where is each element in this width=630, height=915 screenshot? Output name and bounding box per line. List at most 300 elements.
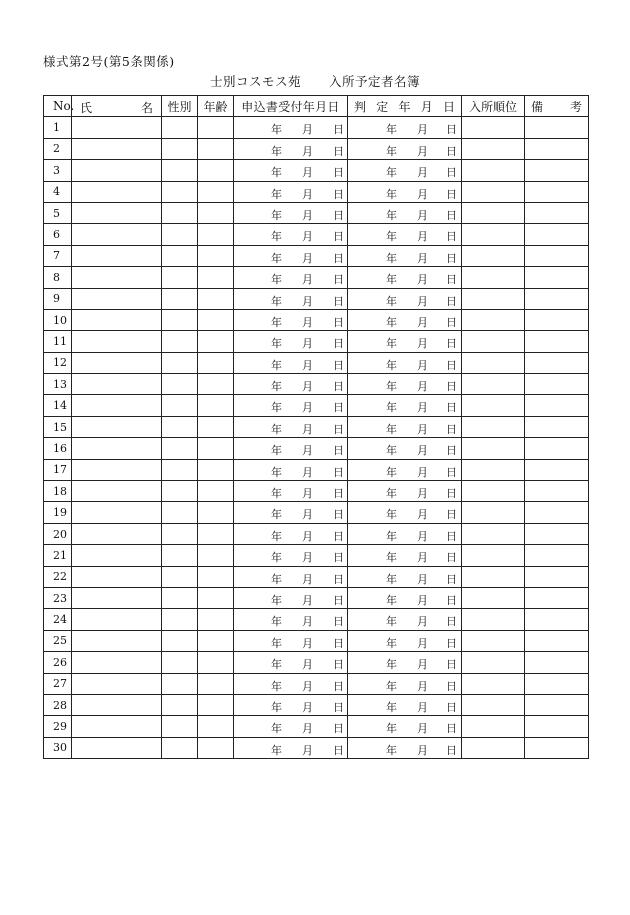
sex-cell[interactable] xyxy=(162,438,198,459)
judgement-date-cell[interactable] xyxy=(348,331,462,352)
admission-order-cell[interactable] xyxy=(462,395,525,416)
admission-order-cell[interactable] xyxy=(462,202,525,223)
admission-order-cell[interactable] xyxy=(462,459,525,480)
application-date-cell[interactable] xyxy=(234,117,348,138)
judgement-date-cell[interactable] xyxy=(348,609,462,630)
judgement-date-cell[interactable] xyxy=(348,545,462,566)
date-year-label: 年 xyxy=(386,508,397,522)
sex-cell[interactable] xyxy=(162,587,198,608)
remarks-cell[interactable] xyxy=(525,374,589,395)
judgement-date-cell[interactable] xyxy=(348,181,462,202)
sex-cell[interactable] xyxy=(162,416,198,437)
date-year-label: 年 xyxy=(271,700,282,714)
application-date-cell[interactable] xyxy=(234,416,348,437)
application-date-cell[interactable] xyxy=(234,716,348,737)
age-cell[interactable] xyxy=(198,737,234,758)
remarks-cell[interactable] xyxy=(525,438,589,459)
age-cell[interactable] xyxy=(198,224,234,245)
date-day-label: 日 xyxy=(333,358,344,372)
sex-cell[interactable] xyxy=(162,694,198,715)
table-row xyxy=(44,566,589,587)
application-date-cell[interactable] xyxy=(234,481,348,502)
remarks-cell[interactable] xyxy=(525,502,589,523)
date-month-label: 月 xyxy=(417,337,428,351)
date-month-label: 月 xyxy=(417,658,428,672)
age-cell[interactable] xyxy=(198,138,234,159)
date-year-label: 年 xyxy=(271,230,282,244)
row-number: 30 xyxy=(44,737,72,758)
date-month-label: 月 xyxy=(417,508,428,522)
date-month-label: 月 xyxy=(417,422,428,436)
admission-order-cell[interactable] xyxy=(462,737,525,758)
admission-order-cell[interactable] xyxy=(462,438,525,459)
date-month-label: 月 xyxy=(417,166,428,180)
application-date-cell[interactable] xyxy=(234,673,348,694)
judgement-date-cell[interactable] xyxy=(348,245,462,266)
name-cell[interactable] xyxy=(72,716,162,737)
date-year-label: 年 xyxy=(386,401,397,415)
date-month-label: 月 xyxy=(417,230,428,244)
application-date-cell[interactable] xyxy=(234,459,348,480)
row-number: 14 xyxy=(44,395,72,416)
judgement-date-cell[interactable] xyxy=(348,138,462,159)
sex-cell[interactable] xyxy=(162,245,198,266)
age-cell[interactable] xyxy=(198,309,234,330)
date-month-label: 月 xyxy=(302,358,313,372)
remarks-cell[interactable] xyxy=(525,160,589,181)
age-cell[interactable] xyxy=(198,716,234,737)
remarks-cell[interactable] xyxy=(525,694,589,715)
table-row xyxy=(44,416,589,437)
date-month-label: 月 xyxy=(302,722,313,736)
remarks-cell[interactable] xyxy=(525,181,589,202)
name-cell[interactable] xyxy=(72,737,162,758)
judgement-date-cell[interactable] xyxy=(348,716,462,737)
date-year-label: 年 xyxy=(386,444,397,458)
remarks-cell[interactable] xyxy=(525,117,589,138)
judgement-date-cell[interactable] xyxy=(348,117,462,138)
table-row xyxy=(44,309,589,330)
admission-order-cell[interactable] xyxy=(462,331,525,352)
name-cell[interactable] xyxy=(72,566,162,587)
row-number: 29 xyxy=(44,716,72,737)
sex-cell[interactable] xyxy=(162,224,198,245)
judgement-date-cell[interactable] xyxy=(348,267,462,288)
judgement-date-cell[interactable] xyxy=(348,523,462,544)
age-cell[interactable] xyxy=(198,117,234,138)
date-month-label: 月 xyxy=(302,144,313,158)
age-cell[interactable] xyxy=(198,459,234,480)
age-cell[interactable] xyxy=(198,352,234,373)
age-cell[interactable] xyxy=(198,481,234,502)
name-cell[interactable] xyxy=(72,117,162,138)
remarks-cell[interactable] xyxy=(525,267,589,288)
remarks-cell[interactable] xyxy=(525,587,589,608)
name-cell[interactable] xyxy=(72,309,162,330)
remarks-cell[interactable] xyxy=(525,138,589,159)
row-number: 15 xyxy=(44,416,72,437)
date-month-label: 月 xyxy=(302,166,313,180)
judgement-date-cell[interactable] xyxy=(348,566,462,587)
row-number: 26 xyxy=(44,652,72,673)
age-cell[interactable] xyxy=(198,202,234,223)
admission-order-cell[interactable] xyxy=(462,181,525,202)
remarks-cell[interactable] xyxy=(525,737,589,758)
age-cell[interactable] xyxy=(198,545,234,566)
judgement-date-cell[interactable] xyxy=(348,481,462,502)
name-cell[interactable] xyxy=(72,352,162,373)
date-month-label: 月 xyxy=(417,593,428,607)
application-date-cell[interactable] xyxy=(234,566,348,587)
date-month-label: 月 xyxy=(417,444,428,458)
age-cell[interactable] xyxy=(198,438,234,459)
judgement-date-cell[interactable] xyxy=(348,673,462,694)
judgement-date-cell[interactable] xyxy=(348,374,462,395)
name-cell[interactable] xyxy=(72,587,162,608)
date-year-label: 年 xyxy=(386,166,397,180)
remarks-cell[interactable] xyxy=(525,202,589,223)
name-cell[interactable] xyxy=(72,438,162,459)
date-month-label: 月 xyxy=(417,572,428,586)
judgement-date-cell[interactable] xyxy=(348,288,462,309)
date-year-label: 年 xyxy=(386,123,397,137)
sex-cell[interactable] xyxy=(162,459,198,480)
table-row xyxy=(44,502,589,523)
date-year-label: 年 xyxy=(271,358,282,372)
admission-register-table xyxy=(43,95,589,759)
header-judgement-day: 日 xyxy=(442,99,455,114)
remarks-cell[interactable] xyxy=(525,416,589,437)
application-date-cell[interactable] xyxy=(234,630,348,651)
age-cell[interactable] xyxy=(198,267,234,288)
name-cell[interactable] xyxy=(72,267,162,288)
header-remarks-b: 考 xyxy=(569,99,582,114)
admission-order-cell[interactable] xyxy=(462,138,525,159)
judgement-date-cell[interactable] xyxy=(348,224,462,245)
judgement-date-cell[interactable] xyxy=(348,652,462,673)
admission-order-cell[interactable] xyxy=(462,694,525,715)
name-cell[interactable] xyxy=(72,673,162,694)
date-day-label: 日 xyxy=(446,251,457,265)
table-row xyxy=(44,481,589,502)
sex-cell[interactable] xyxy=(162,138,198,159)
judgement-date-cell[interactable] xyxy=(348,352,462,373)
judgement-date-cell[interactable] xyxy=(348,694,462,715)
admission-order-cell[interactable] xyxy=(462,374,525,395)
name-cell[interactable] xyxy=(72,416,162,437)
date-year-label: 年 xyxy=(386,700,397,714)
title-facility: 士別コスモス苑 xyxy=(209,74,301,89)
admission-order-cell[interactable] xyxy=(462,117,525,138)
table-row xyxy=(44,587,589,608)
application-date-cell[interactable] xyxy=(234,395,348,416)
admission-order-cell[interactable] xyxy=(462,481,525,502)
application-date-cell[interactable] xyxy=(234,374,348,395)
name-cell[interactable] xyxy=(72,395,162,416)
date-day-label: 日 xyxy=(333,700,344,714)
date-month-label: 月 xyxy=(302,187,313,201)
remarks-cell[interactable] xyxy=(525,545,589,566)
remarks-cell[interactable] xyxy=(525,523,589,544)
age-cell[interactable] xyxy=(198,416,234,437)
header-judgement xyxy=(348,96,462,117)
admission-order-cell[interactable] xyxy=(462,566,525,587)
sex-cell[interactable] xyxy=(162,716,198,737)
age-cell[interactable] xyxy=(198,502,234,523)
date-month-label: 月 xyxy=(417,294,428,308)
application-date-cell[interactable] xyxy=(234,224,348,245)
date-day-label: 日 xyxy=(446,679,457,693)
admission-order-cell[interactable] xyxy=(462,523,525,544)
application-date-cell[interactable] xyxy=(234,609,348,630)
date-day-label: 日 xyxy=(446,208,457,222)
age-cell[interactable] xyxy=(198,374,234,395)
admission-order-cell[interactable] xyxy=(462,545,525,566)
sex-cell[interactable] xyxy=(162,673,198,694)
admission-order-cell[interactable] xyxy=(462,587,525,608)
age-cell[interactable] xyxy=(198,245,234,266)
remarks-cell[interactable] xyxy=(525,609,589,630)
name-cell[interactable] xyxy=(72,224,162,245)
remarks-cell[interactable] xyxy=(525,331,589,352)
name-cell[interactable] xyxy=(72,694,162,715)
name-cell[interactable] xyxy=(72,481,162,502)
name-cell[interactable] xyxy=(72,652,162,673)
remarks-cell[interactable] xyxy=(525,673,589,694)
sex-cell[interactable] xyxy=(162,374,198,395)
judgement-date-cell[interactable] xyxy=(348,202,462,223)
table-row xyxy=(44,352,589,373)
admission-order-cell[interactable] xyxy=(462,267,525,288)
application-date-cell[interactable] xyxy=(234,160,348,181)
sex-cell[interactable] xyxy=(162,566,198,587)
date-year-label: 年 xyxy=(271,337,282,351)
date-year-label: 年 xyxy=(386,380,397,394)
name-cell[interactable] xyxy=(72,459,162,480)
sex-cell[interactable] xyxy=(162,545,198,566)
date-month-label: 月 xyxy=(302,487,313,501)
sex-cell[interactable] xyxy=(162,117,198,138)
name-cell[interactable] xyxy=(72,331,162,352)
name-cell[interactable] xyxy=(72,160,162,181)
date-day-label: 日 xyxy=(333,144,344,158)
table-row xyxy=(44,267,589,288)
row-number: 7 xyxy=(44,245,72,266)
sex-cell[interactable] xyxy=(162,352,198,373)
sex-cell[interactable] xyxy=(162,630,198,651)
remarks-cell[interactable] xyxy=(525,566,589,587)
date-month-label: 月 xyxy=(417,315,428,329)
remarks-cell[interactable] xyxy=(525,652,589,673)
date-year-label: 年 xyxy=(386,144,397,158)
admission-order-cell[interactable] xyxy=(462,630,525,651)
application-date-cell[interactable] xyxy=(234,352,348,373)
remarks-cell[interactable] xyxy=(525,288,589,309)
age-cell[interactable] xyxy=(198,609,234,630)
age-cell[interactable] xyxy=(198,694,234,715)
date-year-label: 年 xyxy=(386,658,397,672)
admission-order-cell[interactable] xyxy=(462,609,525,630)
sex-cell[interactable] xyxy=(162,502,198,523)
remarks-cell[interactable] xyxy=(525,224,589,245)
age-cell[interactable] xyxy=(198,160,234,181)
admission-order-cell[interactable] xyxy=(462,673,525,694)
admission-order-cell[interactable] xyxy=(462,716,525,737)
date-year-label: 年 xyxy=(271,487,282,501)
row-number: 10 xyxy=(44,309,72,330)
table-row xyxy=(44,716,589,737)
remarks-cell[interactable] xyxy=(525,716,589,737)
date-month-label: 月 xyxy=(302,636,313,650)
application-date-cell[interactable] xyxy=(234,652,348,673)
age-cell[interactable] xyxy=(198,523,234,544)
age-cell[interactable] xyxy=(198,566,234,587)
application-date-cell[interactable] xyxy=(234,309,348,330)
name-cell[interactable] xyxy=(72,138,162,159)
table-row xyxy=(44,117,589,138)
application-date-cell[interactable] xyxy=(234,694,348,715)
judgement-date-cell[interactable] xyxy=(348,438,462,459)
sex-cell[interactable] xyxy=(162,395,198,416)
application-date-cell[interactable] xyxy=(234,545,348,566)
date-month-label: 月 xyxy=(417,380,428,394)
admission-order-cell[interactable] xyxy=(462,652,525,673)
application-date-cell[interactable] xyxy=(234,138,348,159)
admission-order-cell[interactable] xyxy=(462,245,525,266)
name-cell[interactable] xyxy=(72,374,162,395)
name-cell[interactable] xyxy=(72,609,162,630)
date-day-label: 日 xyxy=(446,508,457,522)
date-month-label: 月 xyxy=(302,315,313,329)
judgement-date-cell[interactable] xyxy=(348,309,462,330)
name-cell[interactable] xyxy=(72,523,162,544)
age-cell[interactable] xyxy=(198,587,234,608)
name-cell[interactable] xyxy=(72,502,162,523)
sex-cell[interactable] xyxy=(162,160,198,181)
table-row xyxy=(44,202,589,223)
judgement-date-cell[interactable] xyxy=(348,502,462,523)
application-date-cell[interactable] xyxy=(234,523,348,544)
date-day-label: 日 xyxy=(446,401,457,415)
age-cell[interactable] xyxy=(198,288,234,309)
date-day-label: 日 xyxy=(333,551,344,565)
judgement-date-cell[interactable] xyxy=(348,459,462,480)
application-date-cell[interactable] xyxy=(234,202,348,223)
sex-cell[interactable] xyxy=(162,288,198,309)
name-cell[interactable] xyxy=(72,288,162,309)
row-number: 23 xyxy=(44,587,72,608)
table-row xyxy=(44,694,589,715)
name-cell[interactable] xyxy=(72,245,162,266)
admission-order-cell[interactable] xyxy=(462,416,525,437)
application-date-cell[interactable] xyxy=(234,181,348,202)
date-year-label: 年 xyxy=(271,315,282,329)
application-date-cell[interactable] xyxy=(234,587,348,608)
admission-order-cell[interactable] xyxy=(462,309,525,330)
age-cell[interactable] xyxy=(198,331,234,352)
age-cell[interactable] xyxy=(198,652,234,673)
date-month-label: 月 xyxy=(417,529,428,543)
application-date-cell[interactable] xyxy=(234,288,348,309)
application-date-cell[interactable] xyxy=(234,438,348,459)
remarks-cell[interactable] xyxy=(525,245,589,266)
judgement-date-cell[interactable] xyxy=(348,737,462,758)
judgement-date-cell[interactable] xyxy=(348,160,462,181)
sex-cell[interactable] xyxy=(162,523,198,544)
date-year-label: 年 xyxy=(271,251,282,265)
sex-cell[interactable] xyxy=(162,181,198,202)
age-cell[interactable] xyxy=(198,673,234,694)
header-age: 年齢 xyxy=(198,96,234,117)
remarks-cell[interactable] xyxy=(525,395,589,416)
application-date-cell[interactable] xyxy=(234,331,348,352)
application-date-cell[interactable] xyxy=(234,502,348,523)
date-day-label: 日 xyxy=(446,187,457,201)
date-year-label: 年 xyxy=(271,187,282,201)
row-number: 3 xyxy=(44,160,72,181)
judgement-date-cell[interactable] xyxy=(348,630,462,651)
sex-cell[interactable] xyxy=(162,652,198,673)
sex-cell[interactable] xyxy=(162,331,198,352)
header-application-date: 申込書受付年月日 xyxy=(234,96,348,117)
admission-order-cell[interactable] xyxy=(462,160,525,181)
name-cell[interactable] xyxy=(72,202,162,223)
remarks-cell[interactable] xyxy=(525,630,589,651)
date-month-label: 月 xyxy=(417,358,428,372)
admission-order-cell[interactable] xyxy=(462,502,525,523)
name-cell[interactable] xyxy=(72,630,162,651)
judgement-date-cell[interactable] xyxy=(348,416,462,437)
date-day-label: 日 xyxy=(333,166,344,180)
date-year-label: 年 xyxy=(386,208,397,222)
sex-cell[interactable] xyxy=(162,202,198,223)
date-month-label: 月 xyxy=(417,123,428,137)
sex-cell[interactable] xyxy=(162,267,198,288)
date-month-label: 月 xyxy=(417,187,428,201)
date-month-label: 月 xyxy=(417,487,428,501)
judgement-date-cell[interactable] xyxy=(348,587,462,608)
application-date-cell[interactable] xyxy=(234,737,348,758)
sex-cell[interactable] xyxy=(162,481,198,502)
sex-cell[interactable] xyxy=(162,737,198,758)
remarks-cell[interactable] xyxy=(525,459,589,480)
age-cell[interactable] xyxy=(198,395,234,416)
remarks-cell[interactable] xyxy=(525,481,589,502)
date-day-label: 日 xyxy=(333,337,344,351)
age-cell[interactable] xyxy=(198,181,234,202)
remarks-cell[interactable] xyxy=(525,309,589,330)
judgement-date-cell[interactable] xyxy=(348,395,462,416)
application-date-cell[interactable] xyxy=(234,245,348,266)
age-cell[interactable] xyxy=(198,630,234,651)
sex-cell[interactable] xyxy=(162,609,198,630)
name-cell[interactable] xyxy=(72,181,162,202)
admission-order-cell[interactable] xyxy=(462,288,525,309)
table-row xyxy=(44,245,589,266)
table-row xyxy=(44,138,589,159)
admission-order-cell[interactable] xyxy=(462,352,525,373)
date-day-label: 日 xyxy=(446,636,457,650)
application-date-cell[interactable] xyxy=(234,267,348,288)
sex-cell[interactable] xyxy=(162,309,198,330)
remarks-cell[interactable] xyxy=(525,352,589,373)
row-number: 19 xyxy=(44,502,72,523)
table-row xyxy=(44,545,589,566)
name-cell[interactable] xyxy=(72,545,162,566)
admission-order-cell[interactable] xyxy=(462,224,525,245)
title-list: 入所予定者名簿 xyxy=(329,74,421,89)
date-day-label: 日 xyxy=(333,529,344,543)
